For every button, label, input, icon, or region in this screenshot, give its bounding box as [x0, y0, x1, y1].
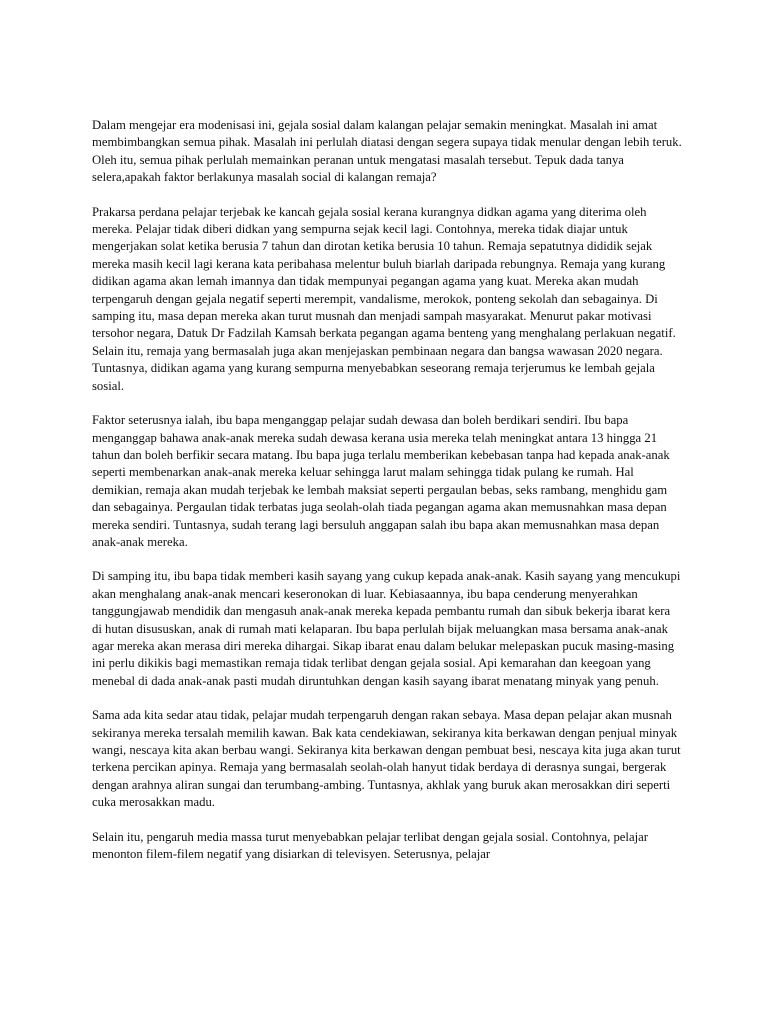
paragraph-lack-of-affection: Di samping itu, ibu bapa tidak memberi kasih sayang yang cukup kepada anak-anak. Kasih sayang yang mencukupi akan menghalang anak-anak mencari keseronokan di luar. Kebiasaannya, ibu bapa cenderung menyerahkan tanggungjawab mendidik dan mengasuh anak-anak mereka kepada pembantu rumah dan sibuk bekerja ibarat kera di hutan disususkan, anak di rumah mati kelaparan. Ibu bapa perlulah bijak meluangkan masa bersama anak-anak agar mereka akan merasa diri mereka dihargai. Sikap ibarat enau dalam belukar melepaskan pucuk masing-masing ini perlu dikikis bagi memastikan remaja tidak terlibat dengan gejala sosial. Api kemarahan dan keegoan yang menebal di dada anak-anak pasti mudah diruntuhkan dengan kasih sayang ibarat menatang minyak yang penuh. [92, 569, 681, 688]
document-body [92, 117, 682, 880]
paragraph-peer-influence: Sama ada kita sedar atau tidak, pelajar mudah terpengaruh dengan rakan sebaya. Masa depan pelajar akan musnah sekiranya mereka tersalah memilih kawan. Bak kata cendekiawan, sekiranya kita berkawan dengan penjual minyak wangi, nescaya kita akan berbau wangi. Sekiranya kita berkawan dengan pembuat besi, nescaya kita juga akan turut terkena percikan apinya. Remaja yang bermasalah seolah-olah hanyut tidak berdaya di derasnya sungai, bergerak dengan arahnya aliran sungai dan terumbang-ambing. Tuntasnya, akhlak yang buruk akan merosakkan diri seperti cuka merosakkan madu. [92, 708, 681, 810]
paragraph-mass-media: Selain itu, pengaruh media massa turut menyebabkan pelajar terlibat dengan gejala sosial. Contohnya, pelajar menonton filem-filem negatif yang disiarkan di televisyen. Seterusnya, pelajar [92, 829, 648, 862]
paragraph-intro: Dalam mengejar era modenisasi ini, gejala sosial dalam kalangan pelajar semakin meningkat. Masalah ini amat membimbangkan semua pihak. Masalah ini perlulah diatasi dengan segera supaya tidak menular dengan lebih teruk. Oleh itu, semua pihak perlulah memainkan peranan untuk mengatasi masalah tersebut. Tepuk dada tanya selera,apakah faktor berlakunya masalah social di kalangan remaja? [92, 118, 682, 185]
paragraph-parents-assume-adult: Faktor seterusnya ialah, ibu bapa menganggap pelajar sudah dewasa dan boleh berdikari sendiri. Ibu bapa menganggap bahawa anak-anak mereka sudah dewasa kerana usia mereka telah meningkat antara 13 hingga 21 tahun dan boleh berfikir secara matang. Ibu bapa juga terlalu memberikan kebebasan tanpa had kepada anak-anak seperti membenarkan anak-anak mereka keluar sehingga larut malam sehingga tidak pulang ke rumah. Hal demikian, remaja akan mudah terjebak ke lembah maksiat seperti pergaulan bebas, seks rambang, menghidu gam dan sebagainya. Pergaulan tidak terbatas juga seolah-olah tiada pegangan agama akan memusnahkan masa depan mereka sendiri. Tuntasnya, sudah terang lagi bersuluh anggapan salah ibu bapa akan memusnahkan masa depan anak-anak mereka. [92, 413, 670, 549]
paragraph-religious-education: Prakarsa perdana pelajar terjebak ke kancah gejala sosial kerana kurangnya didkan agama yang diterima oleh mereka. Pelajar tidak diberi didkan yang sempurna sejak kecil lagi. Contohnya, mereka tidak diajar untuk mengerjakan solat ketika berusia 7 tahun dan dirotan ketika berusia 10 tahun. Remaja sepatutnya dididik sejak mereka masih kecil lagi kerana kata peribahasa melentur buluh biarlah daripada rebungnya. Remaja yang kurang didikan agama akan lemah imannya dan tidak mempunyai pegangan agama yang kuat. Mereka akan mudah terpengaruh dengan gejala negatif seperti merempit, vandalisme, merokok, ponteng sekolah dan sebagainya. Di samping itu, masa depan mereka akan turut musnah dan menjadi sampah masyarakat. Menurut pakar motivasi tersohor negara, Datuk Dr Fadzilah Kamsah berkata pegangan agama benteng yang menghalang perlakuan negatif. Selain itu, remaja yang bermasalah juga akan menjejaskan pembinaan negara dan bangsa wawasan 2020 negara. Tuntasnya, didikan agama yang kurang sempurna menyebabkan seseorang remaja terjerumus ke lembah gejala sosial. [92, 204, 676, 393]
